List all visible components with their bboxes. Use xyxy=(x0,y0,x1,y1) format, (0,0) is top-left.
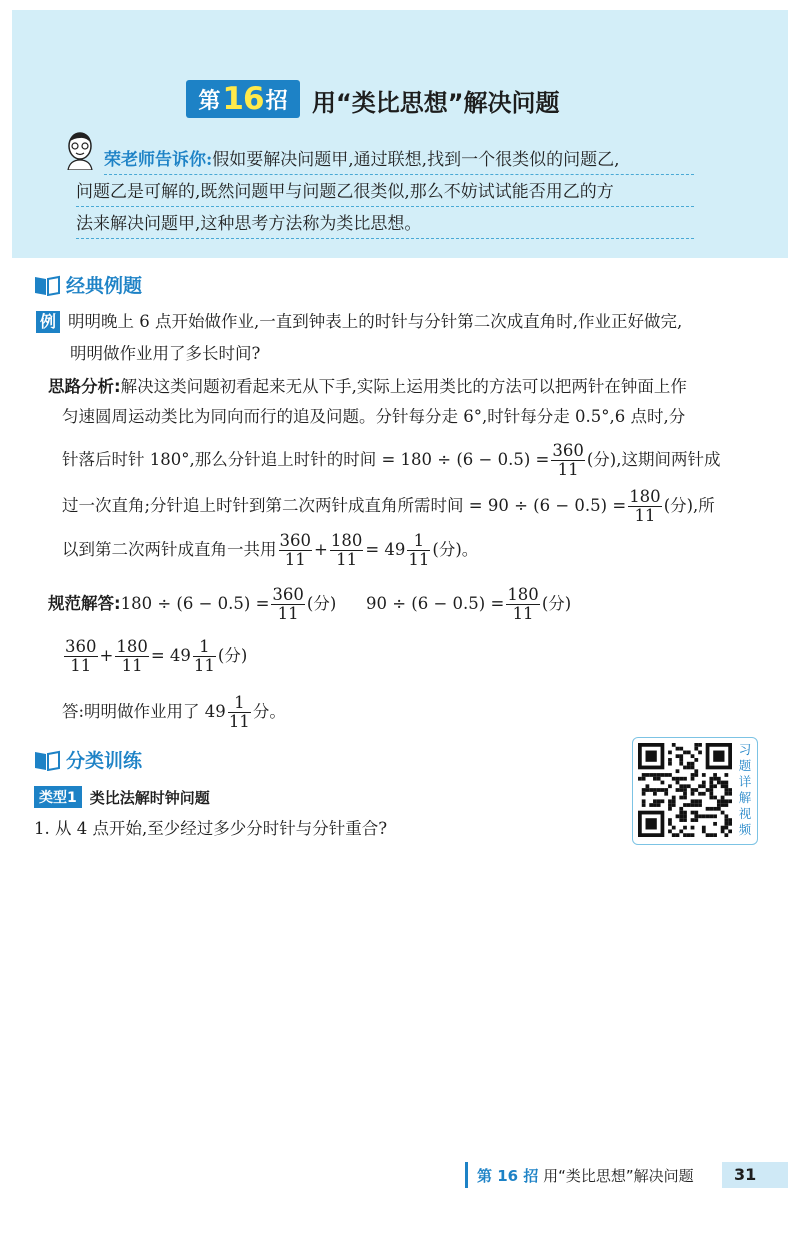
badge-number: 16 xyxy=(222,81,264,117)
chapter-title: 用“类比思想”解决问题 xyxy=(312,89,560,117)
fraction xyxy=(279,532,313,570)
solution-line-3 xyxy=(62,636,247,676)
analysis-text-1: 解决这类问题初看起来无从下手,实际上运用类比的方法可以把两针在钟面上作 xyxy=(120,377,687,396)
fraction xyxy=(330,532,364,570)
footer-chapter-title: 用“类比思想”解决问题 xyxy=(543,1167,694,1185)
tip-line-1 xyxy=(104,146,694,175)
numerator: 180 xyxy=(330,530,363,550)
analysis-text-4a: 过一次直角;分针追上时针到第二次两针成直角所需时间 = 90 ÷ (6 − 0.5) = xyxy=(62,496,627,515)
badge-suffix: 招 xyxy=(265,88,288,114)
analysis-line-1 xyxy=(48,376,687,398)
eq3-unit: (分) xyxy=(217,646,248,665)
solution-eq-2 xyxy=(366,584,571,624)
section-heading-text: 经典例题 xyxy=(66,275,143,297)
denominator: 11 xyxy=(70,656,92,675)
fraction xyxy=(628,488,662,526)
example-tag: 例 xyxy=(36,311,60,333)
tip-line-3: 法来解决问题甲,这种思考方法称为类比思想。 xyxy=(76,210,694,239)
eq2-text: 90 ÷ (6 − 0.5) = xyxy=(366,594,505,613)
type-tag: 类型1 xyxy=(34,786,82,808)
qr-caption: 习题详解视频 xyxy=(738,742,752,837)
fraction xyxy=(407,532,430,570)
example-text-1: 明明晚上 6 点开始做作业,一直到钟表上的时针与分针第二次成直角时,作业正好做完, xyxy=(68,312,683,331)
denominator: 11 xyxy=(121,656,143,675)
qr-code-icon[interactable] xyxy=(638,742,732,838)
numerator: 360 xyxy=(279,530,311,550)
fraction xyxy=(228,694,251,732)
denominator: 11 xyxy=(634,506,656,525)
answer-unit: 分。 xyxy=(252,702,286,721)
numerator: 180 xyxy=(629,486,661,506)
denominator: 11 xyxy=(193,656,215,675)
answer-text: 答:明明做作业用了 49 xyxy=(62,702,226,721)
numerator: 360 xyxy=(552,440,584,460)
analysis-text-3a: 针落后时针 180°,那么分针追上时针的时间 = 180 ÷ (6 − 0.5) = xyxy=(62,450,550,469)
section-heading-training xyxy=(34,746,142,773)
denominator: 11 xyxy=(557,460,579,479)
analysis-label: 思路分析: xyxy=(48,377,121,396)
denominator: 11 xyxy=(228,712,250,731)
analysis-line-5 xyxy=(62,530,478,570)
answer-line xyxy=(62,692,286,732)
eq2-unit: (分) xyxy=(541,594,572,613)
type-heading xyxy=(34,786,210,808)
footer-accent-bar xyxy=(465,1162,468,1188)
badge-prefix: 第 xyxy=(198,88,221,114)
numerator: 360 xyxy=(65,636,97,656)
type-description: 类比法解时钟问题 xyxy=(89,788,210,807)
solution-label: 规范解答: xyxy=(48,594,121,613)
denominator: 11 xyxy=(277,604,299,623)
numerator: 1 xyxy=(228,694,251,714)
page-number: 31 xyxy=(734,1165,757,1184)
numerator: 180 xyxy=(116,636,148,656)
fraction xyxy=(271,586,305,624)
fraction xyxy=(115,638,149,676)
denominator: 11 xyxy=(408,550,430,569)
numerator: 1 xyxy=(407,532,430,552)
numerator: 360 xyxy=(272,584,304,604)
tip-label: 荣老师告诉你: xyxy=(104,150,213,170)
analysis-text-5a: 以到第二次两针成直角一共用 xyxy=(62,540,277,559)
analysis-line-3 xyxy=(62,440,720,480)
denominator: 11 xyxy=(336,550,358,569)
footer-title xyxy=(477,1165,694,1186)
analysis-text-4b: (分),所 xyxy=(663,496,715,515)
plus-sign: + xyxy=(314,540,328,559)
fraction xyxy=(64,638,98,676)
fraction xyxy=(506,586,540,624)
footer-chapter: 第 16 招 xyxy=(477,1167,539,1185)
whole-part: = 49 xyxy=(150,646,191,665)
eq1-text: 180 ÷ (6 − 0.5) = xyxy=(120,594,270,613)
analysis-line-2: 匀速圆周运动类比为同向而行的追及问题。分针每分走 6°,时针每分走 0.5°,6 点时,分 xyxy=(62,407,686,426)
section-heading-text: 分类训练 xyxy=(66,750,143,772)
numerator: 1 xyxy=(193,638,216,658)
analysis-line-4 xyxy=(62,486,715,526)
denominator: 11 xyxy=(284,550,306,569)
fraction xyxy=(551,442,585,480)
whole-part: = 49 xyxy=(365,540,406,559)
book-icon xyxy=(34,274,60,296)
analysis-text-3b: (分),这期间两针成 xyxy=(586,450,721,469)
plus-sign: + xyxy=(99,646,114,665)
denominator: 11 xyxy=(512,604,534,623)
numerator: 180 xyxy=(507,584,539,604)
question-1: 1. 从 4 点开始,至少经过多少分时针与分针重合? xyxy=(34,819,388,838)
analysis-text-5b: (分)。 xyxy=(432,540,479,559)
chapter-badge xyxy=(186,80,300,118)
example-line-1 xyxy=(36,311,682,333)
teacher-avatar-icon xyxy=(62,130,98,170)
solution-line-1 xyxy=(48,584,336,624)
example-line-2: 明明做作业用了多长时间? xyxy=(70,344,261,363)
eq1-unit: (分) xyxy=(306,594,337,613)
tip-text-1: 假如要解决问题甲,通过联想,找到一个很类似的问题乙, xyxy=(212,150,620,170)
tip-line-2: 问题乙是可解的,既然问题甲与问题乙很类似,那么不妨试试能否用乙的方 xyxy=(76,178,694,207)
section-heading-classic xyxy=(34,271,142,298)
fraction xyxy=(193,638,216,676)
book-icon xyxy=(34,749,60,771)
